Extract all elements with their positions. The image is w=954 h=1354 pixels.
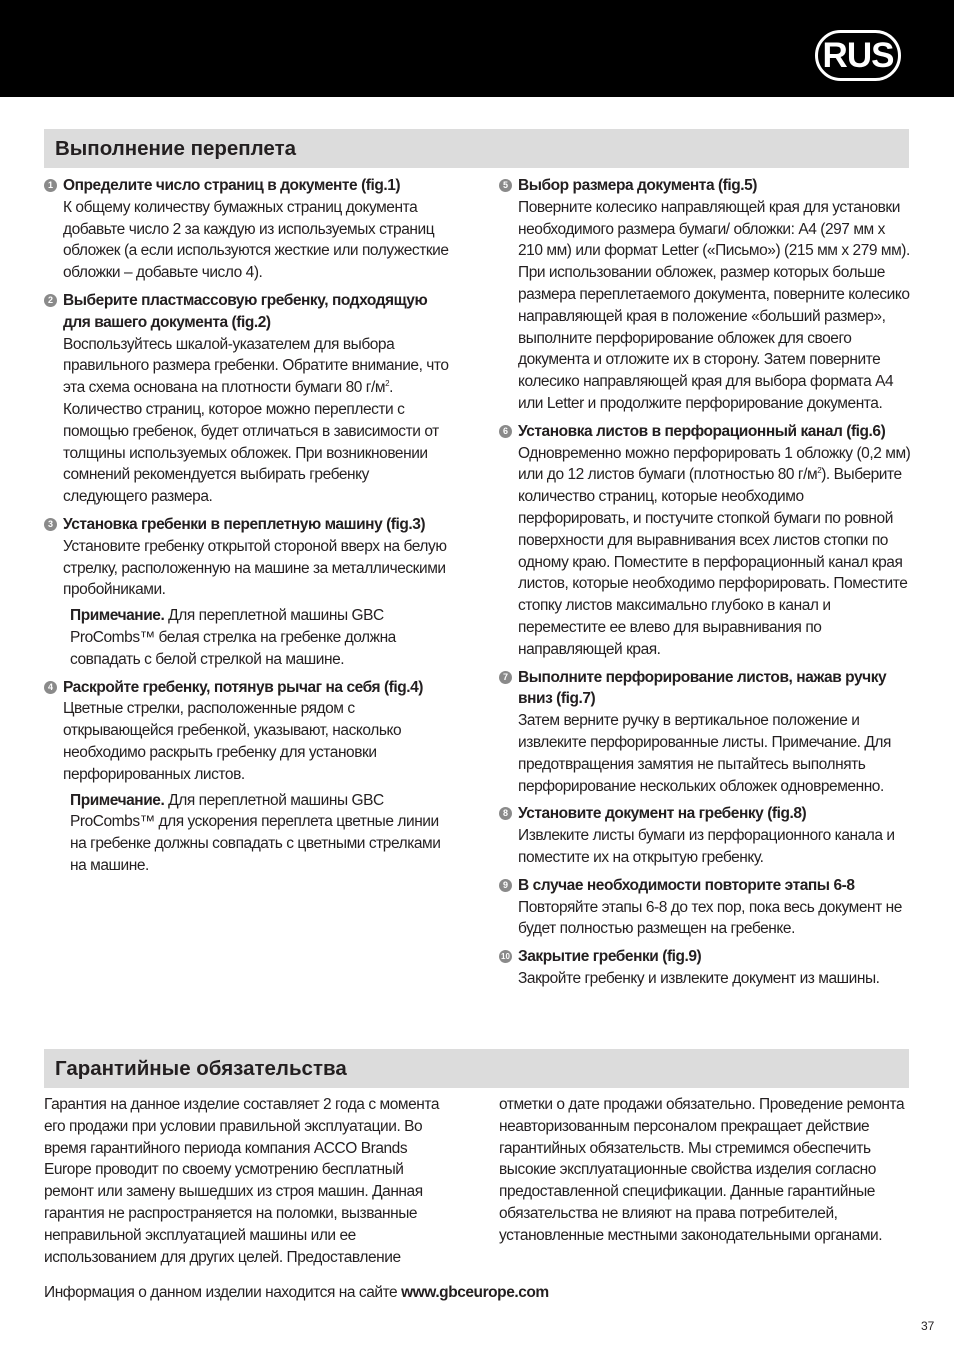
step-title: В случае необходимости повторите этапы 6-8 xyxy=(518,876,855,894)
instructions-right-column xyxy=(499,175,911,996)
step-6 xyxy=(499,421,911,661)
note-label: Примечание. xyxy=(70,791,165,809)
header-bar xyxy=(0,0,954,97)
step-number-badge: 2 xyxy=(44,294,57,307)
note-text: Для переплетной машины GBC ProCombs™ белая стрелка на гребенке должна совпадать с белой стрелкой на машине. xyxy=(70,607,396,668)
note-text: Для переплетной машины GBC ProCombs™ для ускорения переплета цветные линии на гребенке должны совпадать с цветными стрелками на машине. xyxy=(70,791,441,874)
step-number-badge: 9 xyxy=(499,879,512,892)
section-title-binding: Выполнение переплета xyxy=(44,129,909,168)
step-body: К общему количеству бумажных страниц документа добавьте число 2 за каждую из используемых страниц обложек (а если используются жесткие или полужесткие обложки – добавьте число 4). xyxy=(63,198,449,282)
step-body-text: Одновременно можно перфорировать 1 обложку (0,2 мм) или до 12 листов бумаги (плотностью 80 г/м xyxy=(518,444,911,484)
superscript: 2 xyxy=(385,379,390,389)
product-info-text: Информация о данном изделии находится на сайте xyxy=(44,1284,402,1301)
step-body: Затем верните ручку в вертикальное положение и извлеките перфорированные листы. Примечание. Для предотвращения замятия не пытайтесь выполнять перфорирование нескольких обложек одновременно. xyxy=(518,712,891,795)
step-10 xyxy=(499,946,911,990)
step-8 xyxy=(499,803,911,868)
step-4-note xyxy=(44,790,454,877)
step-title: Определите число страниц в документе (fig.1) xyxy=(63,177,401,194)
note-label: Примечание. xyxy=(70,607,165,625)
step-9 xyxy=(499,875,911,940)
step-3-note xyxy=(44,605,454,670)
step-7 xyxy=(499,667,911,798)
page-number: 37 xyxy=(921,1319,935,1333)
section-title-warranty: Гарантийные обязательства xyxy=(44,1049,909,1088)
step-number-badge: 1 xyxy=(44,179,57,192)
website-link[interactable]: www.gbceurope.com xyxy=(401,1284,549,1301)
step-body xyxy=(63,334,454,508)
step-number-badge: 8 xyxy=(499,807,512,820)
step-body: Цветные стрелки, расположенные рядом с открывающейся гребенкой, указывают, насколько необходимо раскрыть гребенку для установки перфорированных листов. xyxy=(63,700,402,783)
step-number-badge: 4 xyxy=(44,681,57,694)
step-body-text: Воспользуйтесь шкалой-указателем для выбора правильного размера гребенки. Обратите внимание, что эта схема основана на плотности бумаги 80 г/м xyxy=(63,335,449,397)
warranty-text-left: Гарантия на данное изделие составляет 2 года с момента его продажи при условии правильной эксплуатации. Во время гарантийного периода компания ACCO Brands Europe проводит по своему усмотрению бесплатный ремонт или замену вышедших из строя машин. Данная гарантия не распространяется на поломки, вызванные неправильной эксплуатацией машины или ее использованием для других целей. Предоставление xyxy=(44,1096,439,1266)
step-2 xyxy=(44,290,454,508)
language-badge: RUS xyxy=(815,30,901,81)
step-body-text: . Количество страниц, которое можно переплести с помощью гребенок, будет отличаться в зависимости от толщины используемых обложек. При возникновении сомнений рекомендуется выбирать гребенку следующего размера. xyxy=(63,379,439,506)
product-info-line xyxy=(44,1282,549,1303)
step-number-badge: 6 xyxy=(499,425,512,438)
step-body: Закройте гребенку и извлеките документ из машины. xyxy=(518,969,880,987)
step-title: Установка листов в перфорационный канал (fig.6) xyxy=(518,422,886,440)
step-3 xyxy=(44,514,454,601)
step-title: Раскройте гребенку, потянув рычаг на себя (fig.4) xyxy=(63,678,424,696)
step-title: Выполните перфорирование листов, нажав ручку вниз (fig.7) xyxy=(518,668,887,708)
step-body: Поверните колесико направляющей края для установки необходимого размера бумаги/ обложки: А4 (297 мм x 210 мм) или формат Letter («Письмо») (215 мм x 279 мм). При использовании обложек, размер которых больше размера переплетаемого документа, поверните колесико направляющей края в положение «больший размер», выполните перфорирование обложек для своего документа и отложите их в сторону. Затем поверните колесико направляющей края для выбора формата А4 или Letter и продолжите перфорирование документа. xyxy=(518,198,910,412)
step-number-badge: 5 xyxy=(499,179,512,192)
step-4 xyxy=(44,677,454,786)
step-body: Повторяйте этапы 6-8 до тех пор, пока весь документ не будет полностью размещен на гребенке. xyxy=(518,898,902,938)
step-number-badge: 10 xyxy=(499,950,512,963)
step-title: Выберите пластмассовую гребенку, подходящую для вашего документа (fig.2) xyxy=(63,291,428,331)
step-body: Установите гребенку открытой стороной вверх на белую стрелку, расположенную на машине за металлическими пробойниками. xyxy=(63,537,447,599)
step-title: Установите документ на гребенку (fig.8) xyxy=(518,805,807,823)
superscript: 2 xyxy=(817,466,822,476)
step-body xyxy=(518,443,911,661)
warranty-text-right: отметки о дате продажи обязательно. Проведение ремонта неавторизованным персоналом прекращает действие гарантийных обязательств. Мы стремимся обеспечить высокие эксплуатационные свойства изделия согласно предоставленной спецификации. Данные гарантийные обязательства не влияют на права потребителей, установленные местными законодательными органами. xyxy=(499,1096,905,1244)
instructions-left-column xyxy=(44,175,454,883)
step-number-badge: 3 xyxy=(44,518,57,531)
step-body: Извлеките листы бумаги из перфорационного канала и поместите их на открытую гребенку. xyxy=(518,827,895,866)
step-number-badge: 7 xyxy=(499,671,512,684)
step-title: Установка гребенки в переплетную машину (fig.3) xyxy=(63,515,426,533)
step-body-text: ). Выберите количество страниц, которые необходимо перфорировать, и постучите стопкой бумаги по ровной поверхности для выравнивания всех листов стопки по одному краю. Поместите в перфорационный канал края листов, которые необходимо перфорировать. Поместите стопку листов максимально глубоко в канал и переместите ее влево для выравнивания по направляющей края. xyxy=(518,466,908,658)
step-5 xyxy=(499,175,911,415)
step-1 xyxy=(44,175,454,284)
step-title: Выбор размера документа (fig.5) xyxy=(518,177,758,194)
step-title: Закрытие гребенки (fig.9) xyxy=(518,948,702,966)
